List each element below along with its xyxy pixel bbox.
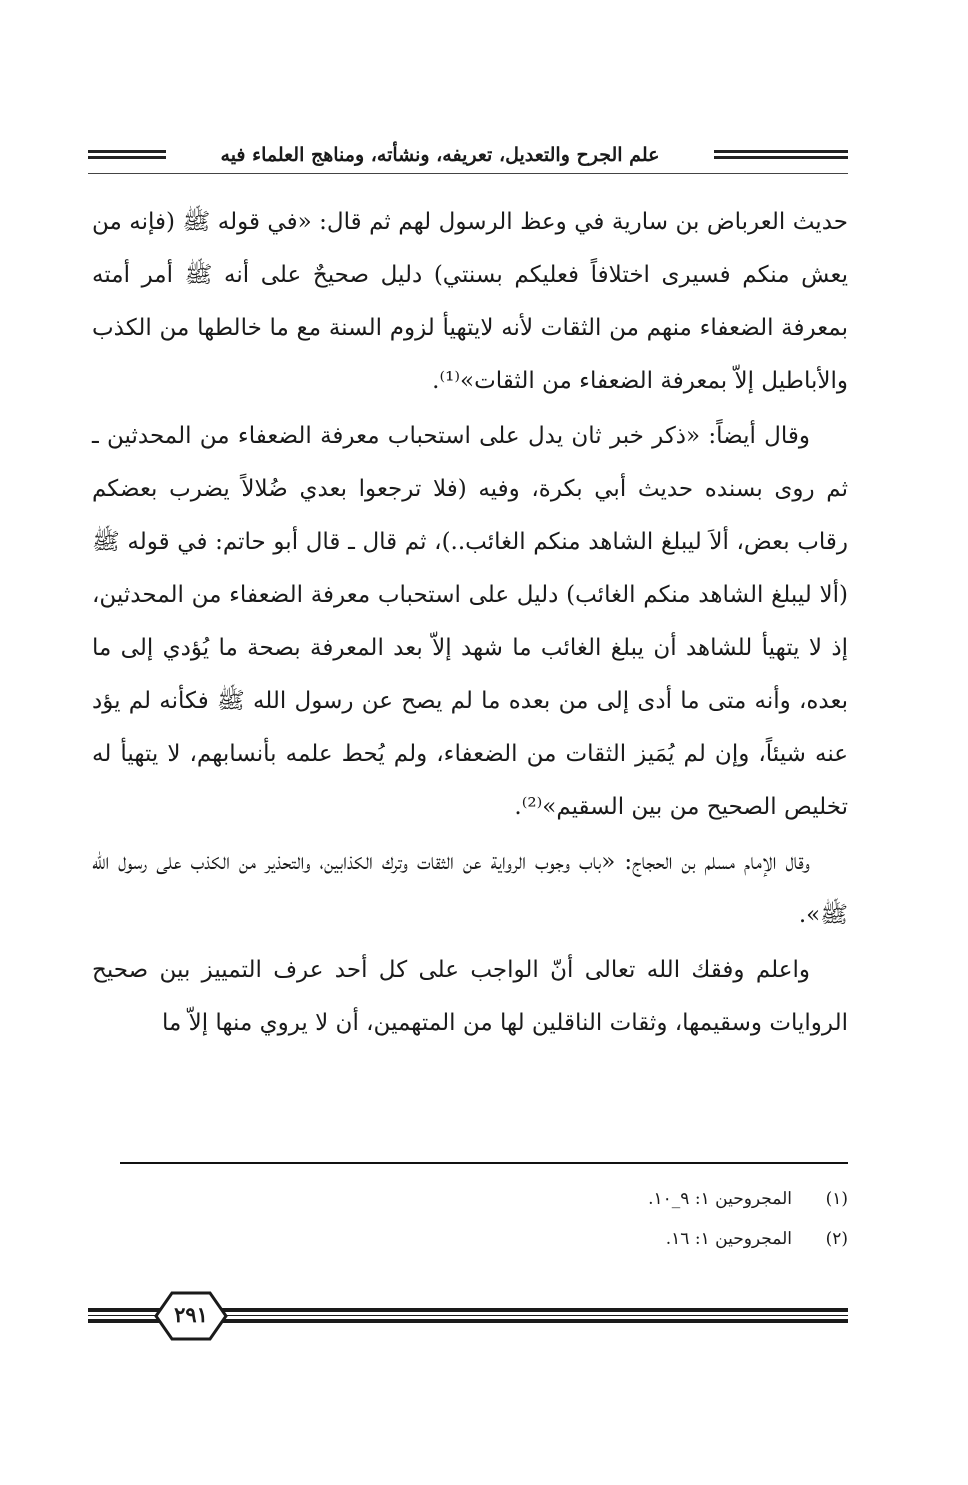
footnote-1 — [120, 1182, 848, 1216]
page-number-badge — [154, 1290, 228, 1342]
page-number: ٢٩١ — [174, 1302, 208, 1327]
footnote-separator — [120, 1162, 848, 1164]
footnotes — [120, 1182, 848, 1262]
footnote-2 — [120, 1222, 848, 1256]
paragraph-3: وقال الإمام مسلم بن الحجاج: «باب وجوب الرواية عن الثقات وترك الكذابين، والتحذير من الكذب على رسول الله ﷺ». — [92, 849, 848, 928]
paragraph-4: واعلم وفقك الله تعالى أنّ الواجب على كل أحد عرف التمييز بين صحيح الروايات وسقيمها، وثقات الناقلين لها من المتهمين، أن لا يروي منها إلاّ ما — [92, 957, 848, 1036]
footnote-text: المجروحين ١: ١٦. — [665, 1229, 792, 1249]
footnote-text: المجروحين ١: ٩_١٠. — [648, 1189, 792, 1209]
running-header-title: علم الجرح والتعديل، تعريفه، ونشأته، ومناهج العلماء فيه — [220, 144, 660, 166]
header-rule-right — [714, 150, 848, 160]
paragraph-1: حديث العرباض بن سارية في وعظ الرسول لهم ثم قال: «في قوله ﷺ (فإنه من يعش منكم فسيرى اختلافاً فعليكم بسنتي) دليل صحيحٌ على أنه ﷺ أمر أمته بمعرفة الضعفاء منهم من الثقات لأنه لايتهيأ لزوم السنة مع ما خالطها من الكذب والأباطيل إلاّ بمعرفة الضعفاء من الثقات»⁽¹⁾. — [92, 209, 848, 394]
running-header — [88, 140, 848, 174]
footnote-number: (٢) — [825, 1229, 848, 1249]
header-divider — [88, 173, 848, 174]
page-footer — [88, 1290, 848, 1342]
paragraph-2: وقال أيضاً: «ذكر خبر ثان يدل على استحباب معرفة الضعفاء من المحدثين ـ ثم روى بسنده حديث أبي بكرة، وفيه (فلا ترجعوا بعدي ضُلالاً يضرب بعضكم رقاب بعض، ألاَ ليبلغ الشاهد منكم الغائب..)، ثم قال ـ قال أبو حاتم: في قوله ﷺ (ألا ليبلغ الشاهد منكم الغائب) دليل على استحباب معرفة الضعفاء من المحدثين، إذ لا يتهيأ للشاهد أن يبلغ الغائب ما شهد إلاّ بعد المعرفة بصحة ما يُؤدي إلى ما بعده، وأنه متى ما أدى إلى من بعده ما لم يصح عن رسول الله ﷺ فكأنه لم يؤد عنه شيئاً، وإن لم يُمَيز الثقات من الضعفاء، ولم يُحط علمه بأنسابهم، لا يتهيأ له تخليص الصحيح من بين السقيم»⁽²⁾. — [92, 423, 848, 820]
header-rule-left — [88, 150, 166, 160]
main-text — [92, 196, 848, 1052]
footnote-number: (١) — [825, 1189, 848, 1209]
